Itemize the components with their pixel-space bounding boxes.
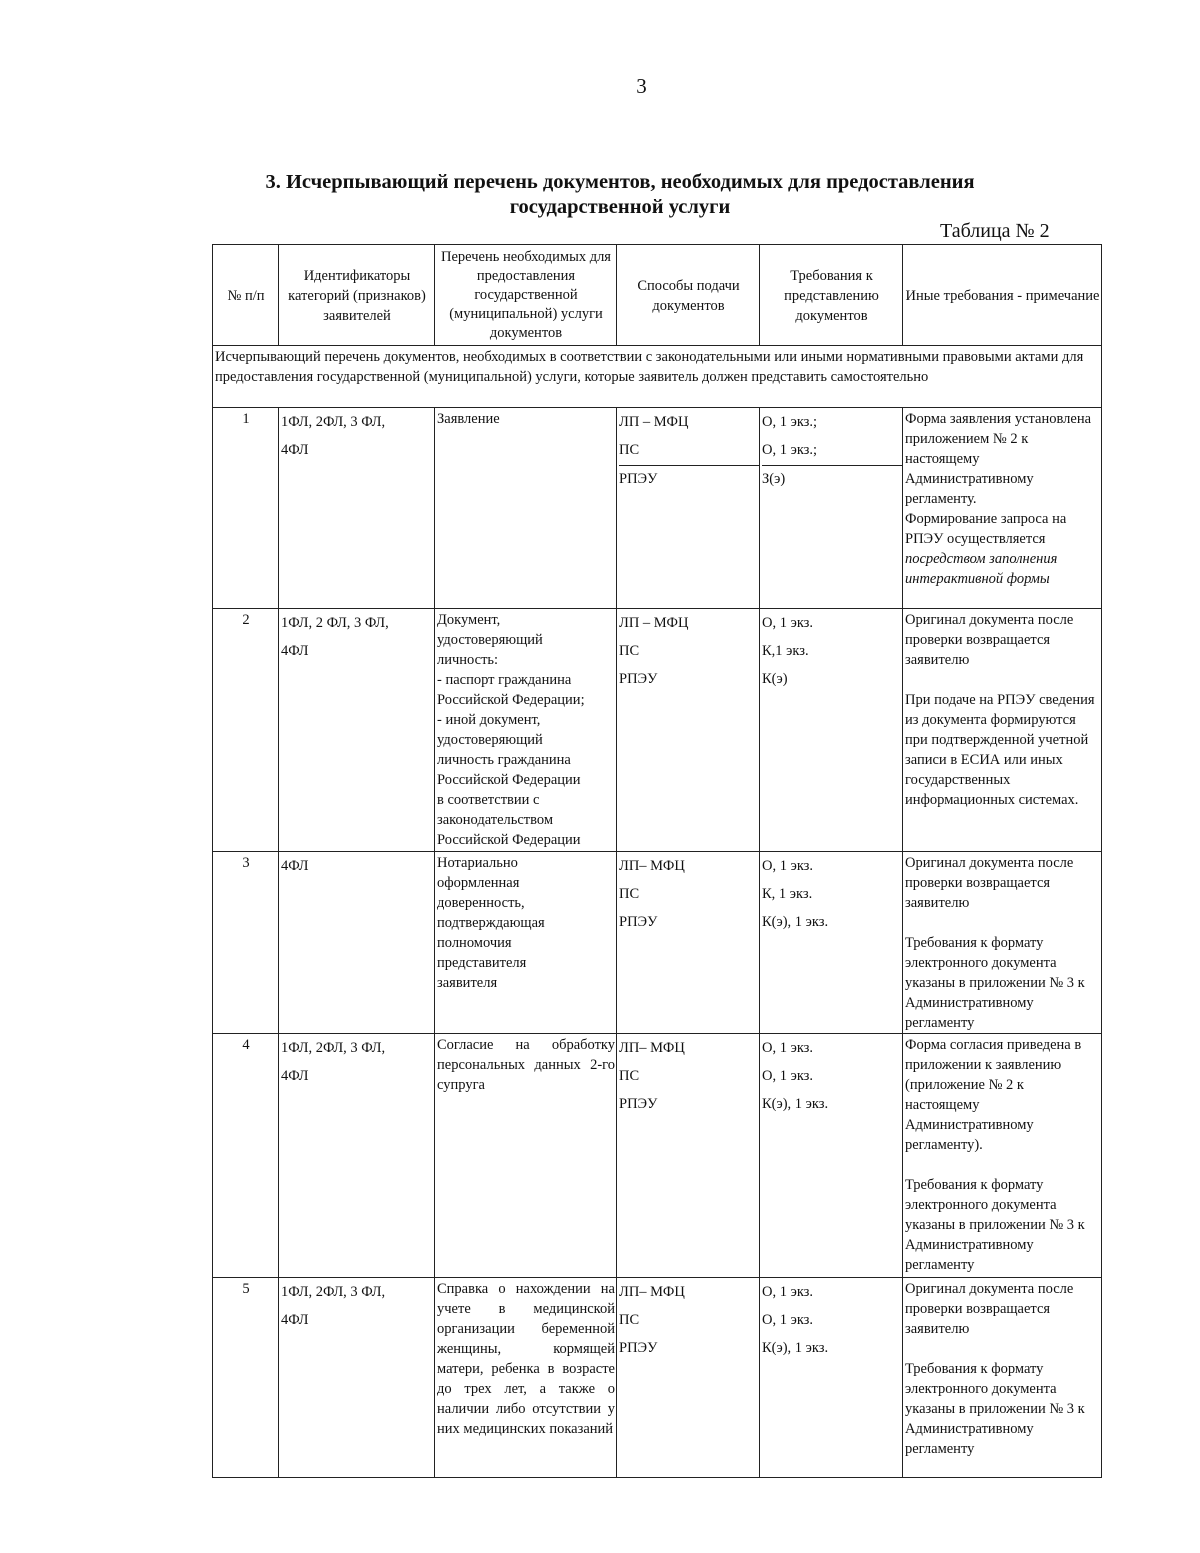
- row-requirements: [760, 852, 903, 1034]
- row-number: 5: [213, 1278, 279, 1478]
- note-paragraph: Требования к формату электронного документа указаны в приложении № 3 к Административному регламенту: [905, 1361, 1085, 1457]
- document-line: Нотариально: [437, 855, 518, 871]
- row-categories: [279, 609, 435, 852]
- category-line: 1ФЛ, 2 ФЛ, 3 ФЛ,: [281, 615, 389, 631]
- row-methods: [617, 408, 760, 609]
- document-line: удостоверяющий: [437, 732, 543, 748]
- category-line: 4ФЛ: [281, 643, 309, 659]
- row-notes: [903, 1278, 1102, 1478]
- requirement-line: К(э), 1 экз.: [762, 1340, 829, 1356]
- row-requirements: [760, 408, 903, 609]
- row-document: [435, 852, 617, 1034]
- requirement-line: О, 1 экз.: [762, 858, 814, 874]
- document-line: оформленная: [437, 875, 520, 891]
- document-line: Документ,: [437, 612, 501, 628]
- header-methods: Способы подачи документов: [617, 245, 760, 346]
- section-intro: Исчерпывающий перечень документов, необходимых в соответствии с законодательными или иными нормативными правовыми актами для предоставления государственной (муниципальной) услуги, которые заявитель должен представить самостоятельно: [213, 346, 1102, 408]
- row-number: 2: [213, 609, 279, 852]
- header-num: № п/п: [213, 245, 279, 346]
- row-methods: [617, 852, 760, 1034]
- row-notes: [903, 609, 1102, 852]
- requirement-line: К(э), 1 экз.: [762, 914, 829, 930]
- row-methods: [617, 1034, 760, 1278]
- row-document: Справка о нахождении на учете в медицинской организации беременной женщины, кормящей матери, ребенка в возрасте до трех лет, а также о наличии либо отсутствии у них медицинских показаний: [435, 1278, 617, 1478]
- method-line: ЛП – МФЦ: [619, 615, 689, 631]
- document-line: доверенность,: [437, 895, 525, 911]
- category-line: 4ФЛ: [281, 1068, 309, 1084]
- category-line: 1ФЛ, 2ФЛ, 3 ФЛ,: [281, 1040, 386, 1056]
- method-line: РПЭУ: [619, 1096, 658, 1112]
- requirement-line: О, 1 экз.: [762, 615, 814, 631]
- document-line: Российской Федерации;: [437, 692, 585, 708]
- header-documents: Перечень необходимых для предоставления государственной (муниципальной) услуги документов: [435, 245, 617, 346]
- requirement-line: О, 1 экз.: [762, 1040, 814, 1056]
- row-requirements: [760, 1034, 903, 1278]
- requirement-line: К(э): [762, 671, 788, 687]
- method-line: ЛП– МФЦ: [619, 1040, 685, 1056]
- document-line: законодательством: [437, 812, 554, 828]
- note-paragraph: Оригинал документа после проверки возвращается заявителю: [905, 1281, 1074, 1337]
- method-line: РПЭУ: [619, 471, 658, 487]
- section-title-line-2: государственной услуги: [509, 196, 731, 218]
- method-line: ЛП– МФЦ: [619, 1284, 685, 1300]
- document-line: - иной документ,: [437, 712, 541, 728]
- header-requirements: Требования к представлению документов: [760, 245, 903, 346]
- method-line: ПС: [619, 437, 760, 466]
- requirement-line: О, 1 экз.: [762, 1312, 814, 1328]
- method-line: ПС: [619, 1068, 640, 1084]
- row-categories: [279, 1034, 435, 1278]
- method-line: РПЭУ: [619, 1340, 658, 1356]
- table-row: [213, 1278, 1102, 1478]
- note-paragraph: Форма заявления установлена приложением № 2 к настоящему Административному регламенту.: [905, 411, 1092, 507]
- document-line: Российской Федерации: [437, 772, 581, 788]
- method-line: ЛП – МФЦ: [619, 414, 689, 430]
- header-categories: Идентификаторы категорий (признаков) заявителей: [279, 245, 435, 346]
- requirement-line: З(э): [762, 471, 786, 487]
- category-line: 4ФЛ: [281, 1312, 309, 1328]
- row-notes: [903, 408, 1102, 609]
- row-number: 1: [213, 408, 279, 609]
- row-document: Заявление: [435, 408, 617, 609]
- table-row: [213, 1034, 1102, 1278]
- documents-table: [212, 244, 1102, 1478]
- row-methods: [617, 1278, 760, 1478]
- table-row: [213, 609, 1102, 852]
- document-line: Российской Федерации: [437, 832, 581, 848]
- header-notes: Иные требования - примечание: [903, 245, 1102, 346]
- note-paragraph: При подаче на РПЭУ сведения из документа формируются при подтвержденной учетной записи в ЕСИА или иных государственных информационных системах.: [905, 692, 1095, 808]
- method-line: РПЭУ: [619, 671, 658, 687]
- row-requirements: [760, 1278, 903, 1478]
- row-document: Согласие на обработку персональных данных 2-го супруга: [435, 1034, 617, 1278]
- requirement-line: К,1 экз.: [762, 643, 809, 659]
- section-title: [200, 170, 1040, 220]
- document-line: удостоверяющий: [437, 632, 543, 648]
- document-line: представителя: [437, 955, 527, 971]
- row-categories: [279, 1278, 435, 1478]
- requirement-line: О, 1 экз.;: [762, 437, 903, 466]
- section-title-line-1: 3. Исчерпывающий перечень документов, необходимых для предоставления: [265, 171, 975, 193]
- table-header-row: [213, 245, 1102, 346]
- page-number: 3: [636, 74, 647, 98]
- row-categories: [279, 408, 435, 609]
- note-paragraph: Оригинал документа после проверки возвращается заявителю: [905, 612, 1074, 668]
- table-row: [213, 408, 1102, 609]
- method-line: ПС: [619, 643, 640, 659]
- row-document: [435, 609, 617, 852]
- section-intro-row: [213, 346, 1102, 408]
- row-categories: [279, 852, 435, 1034]
- document-line: личность гражданина: [437, 752, 571, 768]
- document-line: подтверждающая: [437, 915, 545, 931]
- document-line: личность:: [437, 652, 499, 668]
- table-row: [213, 852, 1102, 1034]
- table-label: Таблица № 2: [940, 220, 1050, 242]
- note-paragraph: Формирование запроса на РПЭУ осуществляется: [905, 511, 1067, 547]
- category-line: 4ФЛ: [281, 442, 309, 458]
- row-number: 4: [213, 1034, 279, 1278]
- category-line: 1ФЛ, 2ФЛ, 3 ФЛ,: [281, 414, 386, 430]
- requirement-line: О, 1 экз.: [762, 1284, 814, 1300]
- note-paragraph: Требования к формату электронного документа указаны в приложении № 3 к Административному регламенту: [905, 935, 1085, 1031]
- method-line: ПС: [619, 1312, 640, 1328]
- method-line: РПЭУ: [619, 914, 658, 930]
- row-methods: [617, 609, 760, 852]
- note-paragraph: Форма согласия приведена в приложении к заявлению (приложение № 2 к настоящему Административному регламенту).: [905, 1037, 1082, 1153]
- requirement-line: К, 1 экз.: [762, 886, 813, 902]
- category-line: 1ФЛ, 2ФЛ, 3 ФЛ,: [281, 1284, 386, 1300]
- row-notes: [903, 1034, 1102, 1278]
- row-requirements: [760, 609, 903, 852]
- category-line: 4ФЛ: [281, 858, 309, 874]
- note-paragraph: Требования к формату электронного документа указаны в приложении № 3 к Административному регламенту: [905, 1177, 1085, 1273]
- requirement-line: О, 1 экз.;: [762, 414, 818, 430]
- requirement-line: О, 1 экз.: [762, 1068, 814, 1084]
- method-line: ЛП– МФЦ: [619, 858, 685, 874]
- note-paragraph: Оригинал документа после проверки возвращается заявителю: [905, 855, 1074, 911]
- method-line: ПС: [619, 886, 640, 902]
- row-notes: [903, 852, 1102, 1034]
- document-line: полномочия: [437, 935, 512, 951]
- note-italic: посредством заполнения интерактивной формы: [905, 551, 1058, 587]
- document-line: в соответствии с: [437, 792, 540, 808]
- row-number: 3: [213, 852, 279, 1034]
- document-line: заявителя: [437, 975, 498, 991]
- document-line: - паспорт гражданина: [437, 672, 572, 688]
- requirement-line: К(э), 1 экз.: [762, 1096, 829, 1112]
